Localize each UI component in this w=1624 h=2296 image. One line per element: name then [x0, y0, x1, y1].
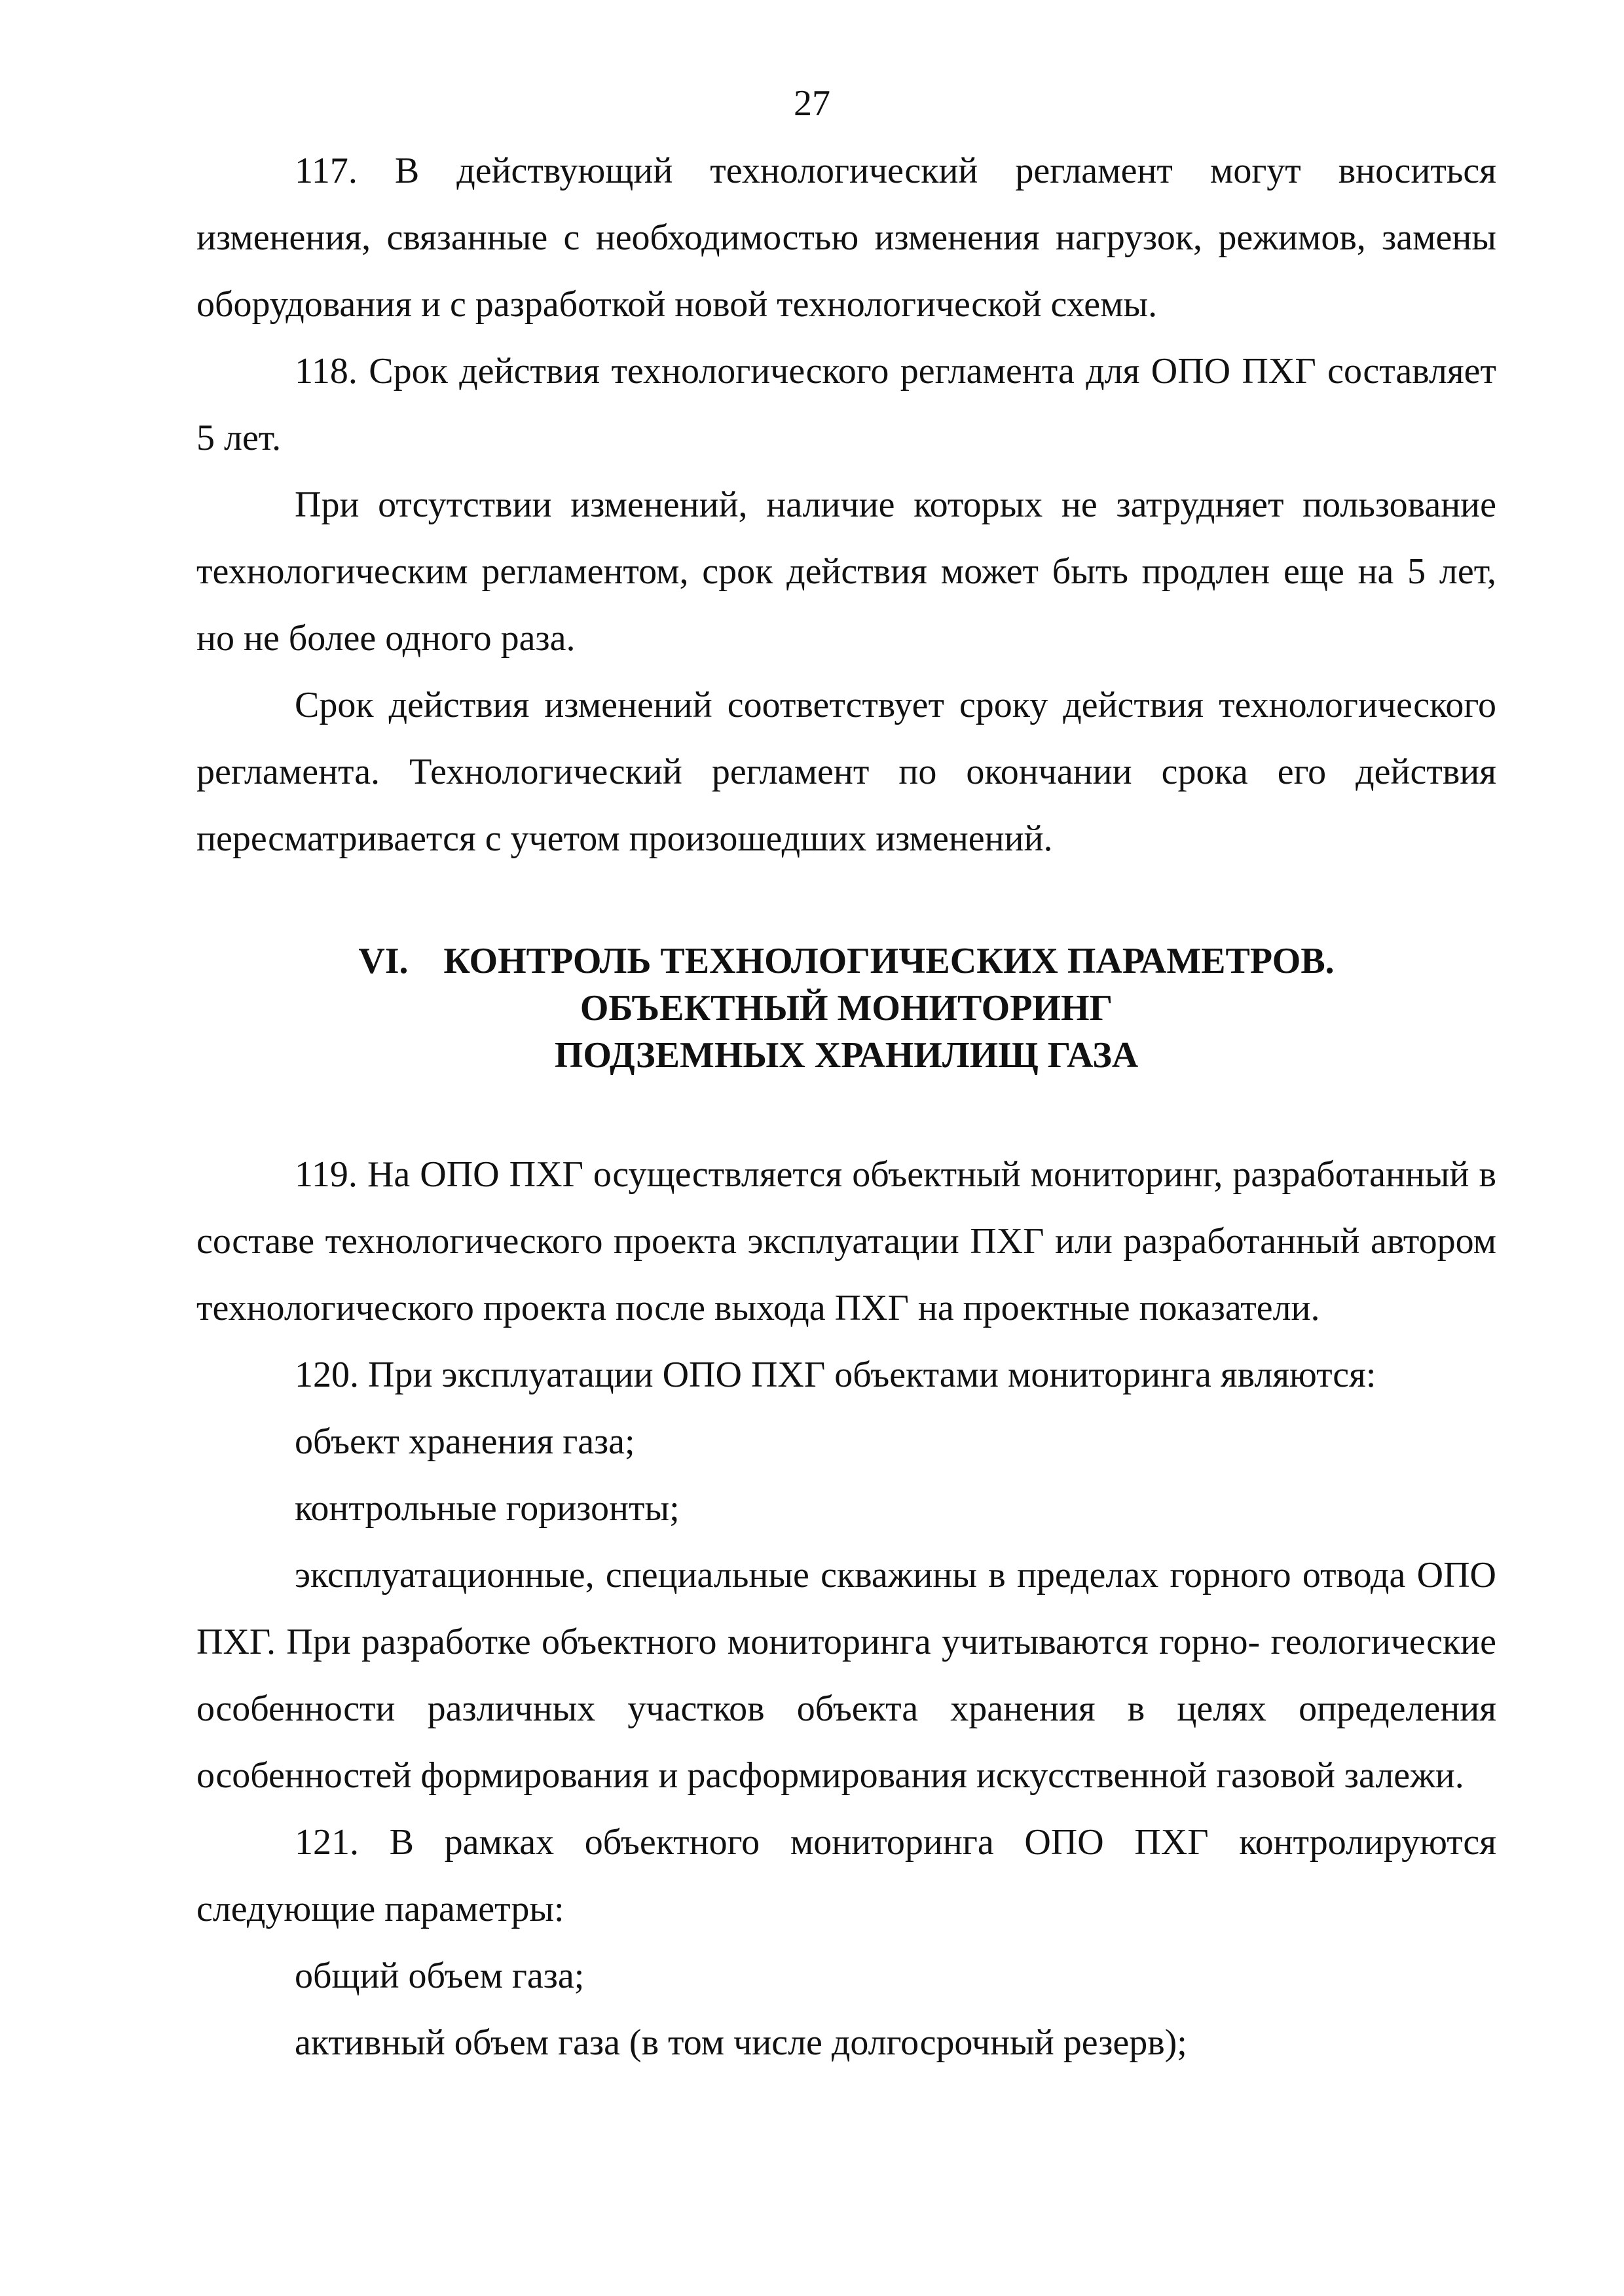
paragraph-line: 119. На ОПО ПХГ осуществляется объектный мониторинг,: [295, 1154, 1233, 1195]
list-item-active-gas-volume: [196, 2009, 1496, 2076]
paragraph-line: разработанный в составе технологического проекта эксплуатации ПХГ или: [196, 1154, 1496, 1262]
paragraph-line: определения особенностей формирования и расформирования искусственной: [196, 1688, 1496, 1796]
paragraph-line: газовой залежи.: [1216, 1755, 1464, 1796]
paragraph-line: эксплуатационные, специальные скважины в пределах горного отвода: [295, 1555, 1417, 1595]
paragraph-line: оборудования и с разработкой новой технологической схемы.: [196, 284, 1158, 325]
list-item-wells: [196, 1542, 1496, 1809]
list-item-control-horizons: [196, 1475, 1496, 1542]
paragraph-line: 121. В рамках объектного мониторинга ОПО ПХГ контролируются: [295, 1822, 1496, 1863]
section-title-part-3: ПОДЗЕМНЫХ ХРАНИЛИЩ ГАЗА: [554, 1035, 1139, 1076]
paragraph-line: технологическим регламентом, срок действия может быть продлен еще на: [196, 551, 1408, 592]
list-item-storage-object: [196, 1408, 1496, 1475]
paragraph-118: [196, 338, 1496, 471]
document-body: [196, 137, 1496, 2076]
paragraph-119: [196, 1141, 1496, 1341]
section-heading-line-1: [196, 938, 1496, 985]
paragraph-line: 117. В действующий технологический регламент могут вноситься: [295, 151, 1496, 191]
paragraph-line: объект хранения газа;: [295, 1421, 635, 1462]
paragraph-line: 118. Срок действия технологического регламента для ОПО ПХГ: [295, 351, 1328, 392]
paragraph-line: геологические особенности различных участков объекта хранения в целях: [196, 1622, 1496, 1729]
list-item-total-gas-volume: [196, 1942, 1496, 2009]
section-title-part-1: КОНТРОЛЬ ТЕХНОЛОГИЧЕСКИХ ПАРАМЕТРОВ.: [443, 941, 1335, 981]
paragraph-line: его действия пересматривается с учетом произошедших изменений.: [196, 752, 1496, 859]
section-heading: [196, 938, 1496, 1079]
paragraph-line: составляет 5 лет.: [196, 351, 1496, 458]
paragraph-117: [196, 137, 1496, 338]
paragraph-line: технологического регламента. Технологический регламент по окончании срока: [196, 685, 1496, 792]
page-number: 27: [794, 83, 830, 124]
paragraph-121: [196, 1809, 1496, 1942]
paragraph-line: 120. При эксплуатации ОПО ПХГ объектами мониторинга являются:: [295, 1355, 1376, 1395]
paragraph-line: При отсутствии изменений, наличие которых не затрудняет пользование: [295, 484, 1496, 525]
paragraph-line: следующие параметры:: [196, 1889, 564, 1929]
paragraph-changes-validity: [196, 672, 1496, 872]
paragraph-line: 5 лет, но не более одного раза.: [196, 551, 1496, 659]
paragraph-line: активный объем газа (в том числе долгосрочный резерв);: [295, 2022, 1187, 2063]
paragraph-line: Срок действия изменений соответствует сроку действия: [295, 685, 1219, 725]
paragraph-line: изменения, связанные с необходимостью изменения нагрузок, режимов, замены: [196, 217, 1496, 258]
paragraph-line: контрольные горизонты;: [295, 1488, 680, 1529]
paragraph-line: ОПО ПХГ. При разработке объектного мониторинга учитываются горно-: [196, 1555, 1496, 1662]
section-title-part-2: ОБЪЕКТНЫЙ МОНИТОРИНГ: [580, 988, 1113, 1029]
paragraph-line: общий объем газа;: [295, 1956, 585, 1996]
section-number: VI.: [358, 941, 409, 981]
paragraph-120: [196, 1341, 1496, 1408]
paragraph-extension: [196, 471, 1496, 672]
paragraph-line: проектные показатели.: [963, 1288, 1320, 1328]
paragraph-line: разработанный автором технологического проекта после выхода ПХГ на: [196, 1221, 1497, 1328]
